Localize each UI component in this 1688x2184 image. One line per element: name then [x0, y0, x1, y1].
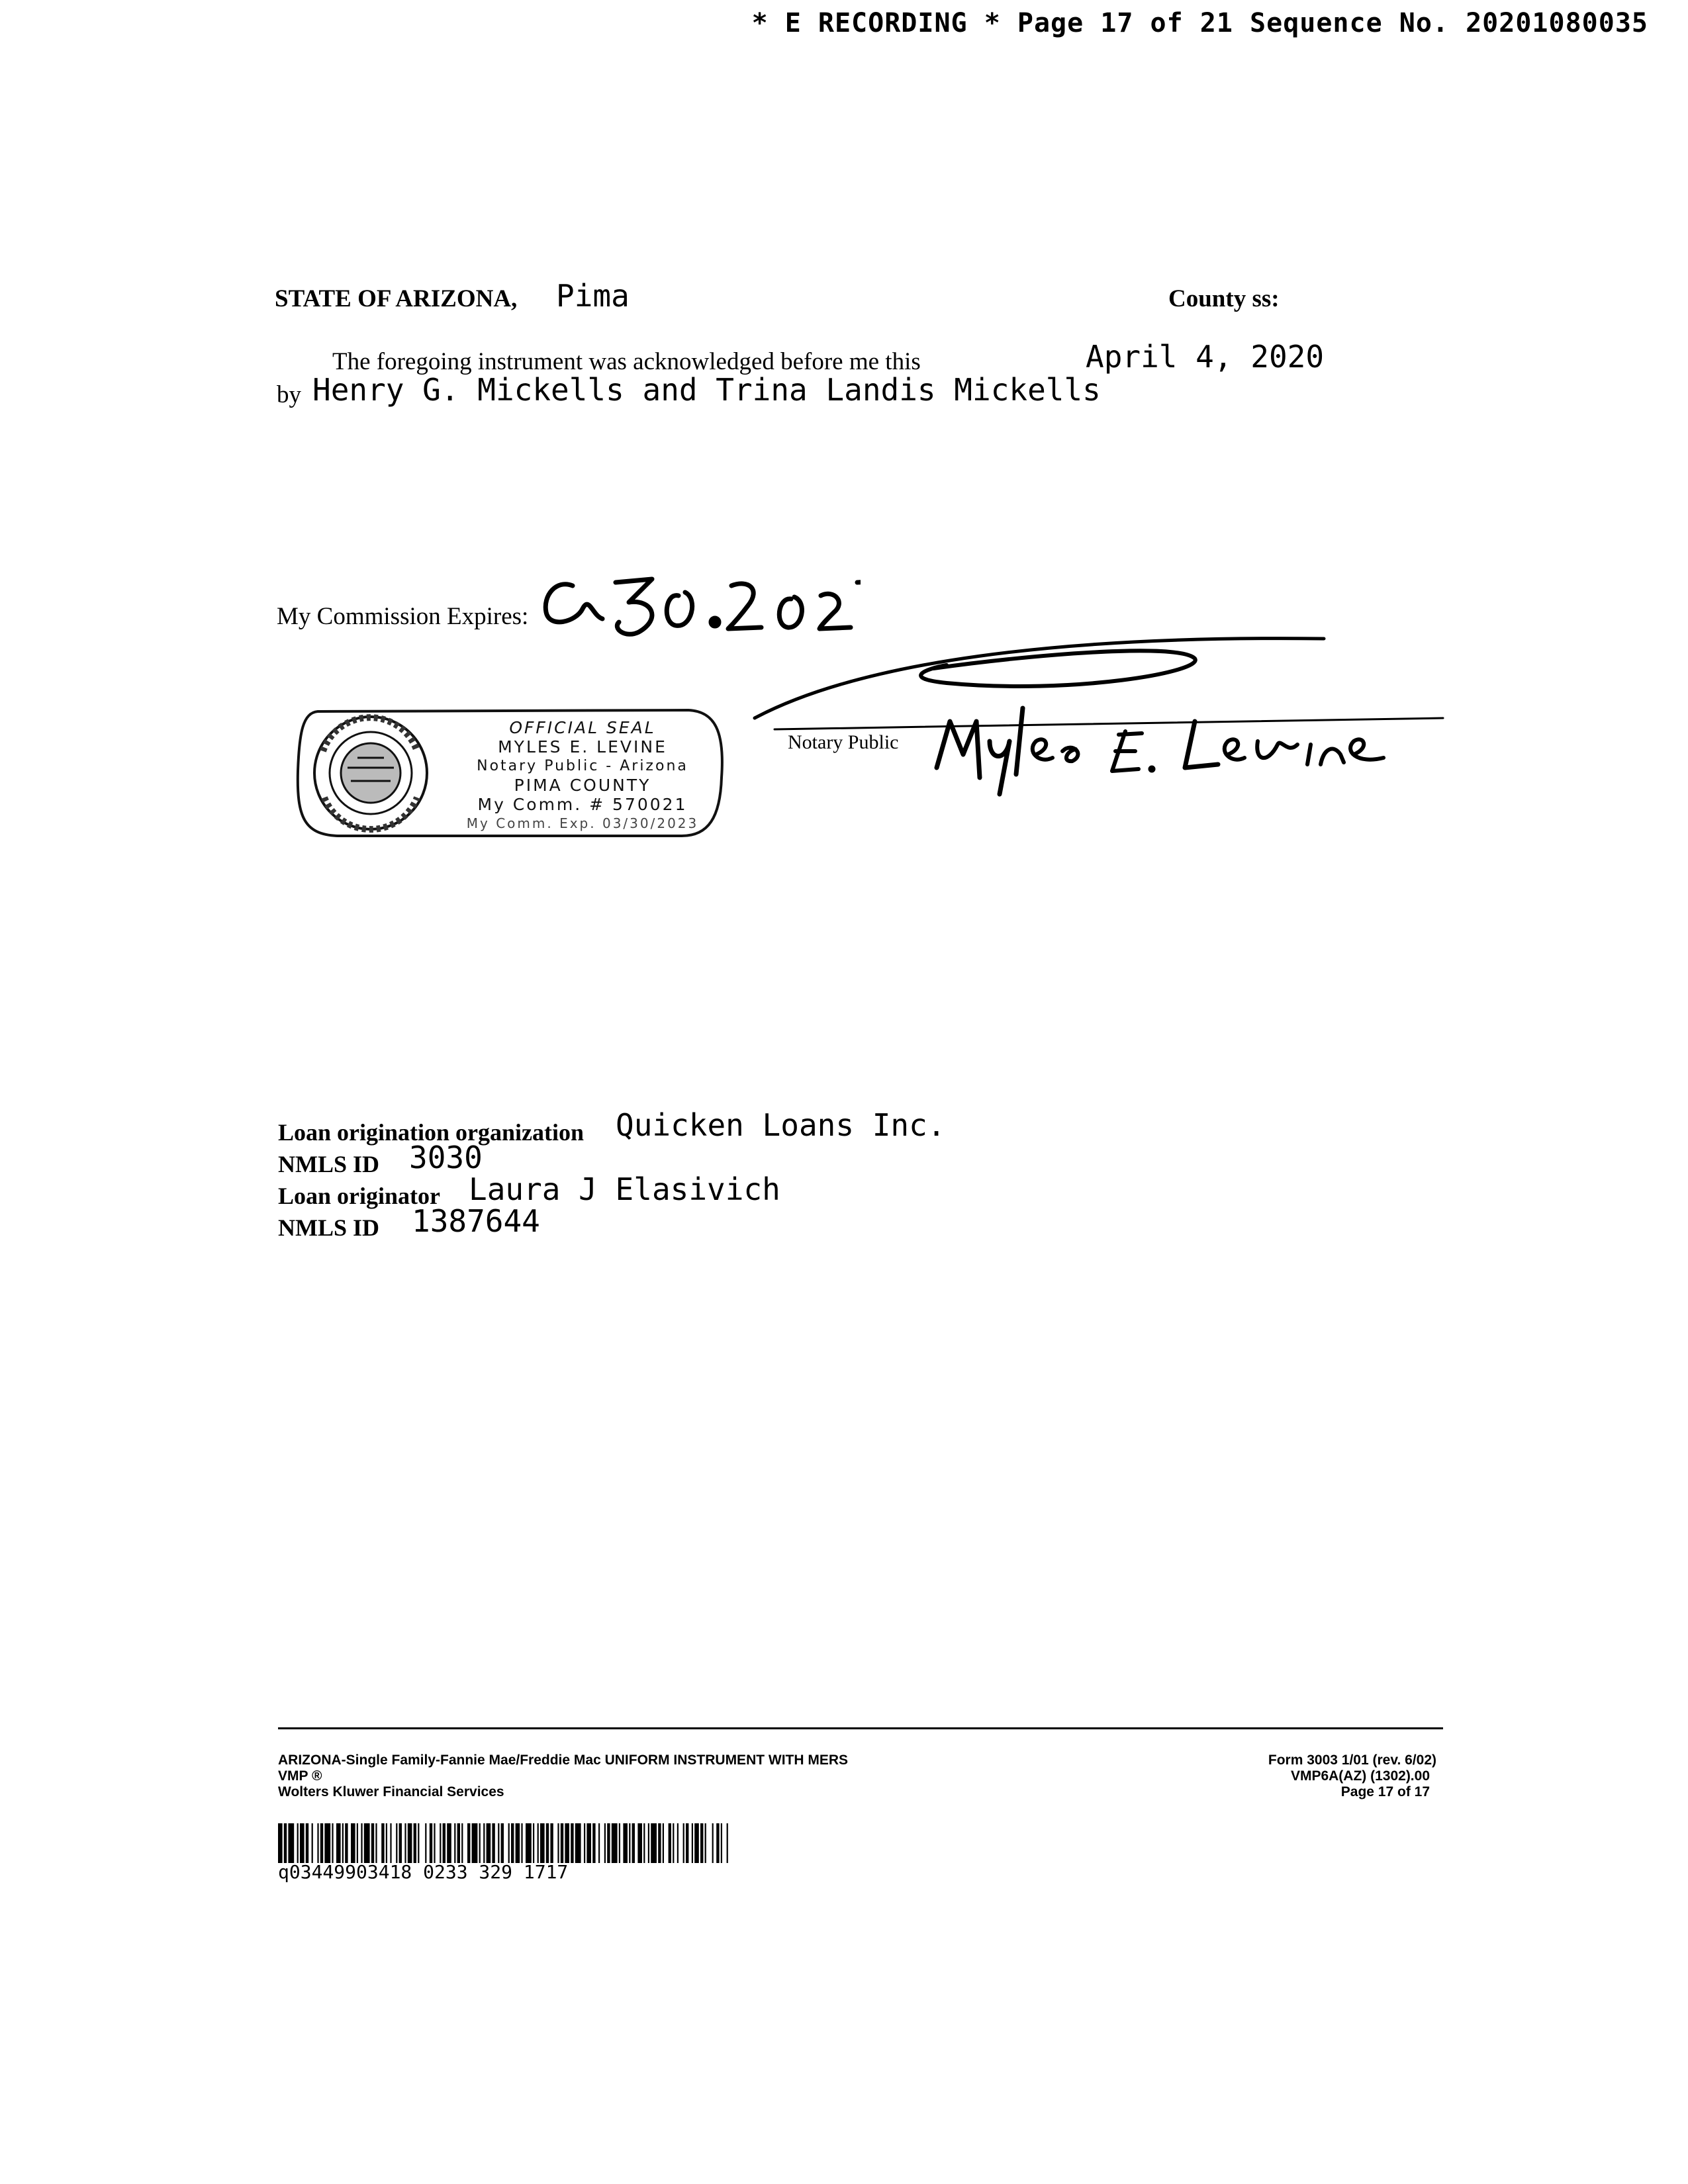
barcode-bar [546, 1823, 549, 1863]
seal-line-title: OFFICIAL SEAL [509, 718, 656, 737]
barcode-bar [598, 1823, 600, 1863]
barcode-bar [629, 1823, 630, 1863]
footer-form-number: Form 3003 1/01 (rev. 6/02) [1268, 1752, 1436, 1768]
barcode-bar [521, 1823, 522, 1863]
barcode-bar [443, 1823, 445, 1863]
barcode-bar [669, 1823, 671, 1863]
barcode-bar [557, 1823, 559, 1863]
barcode-bar [467, 1823, 470, 1863]
barcode-bar [498, 1823, 499, 1863]
barcode-bar [430, 1823, 432, 1863]
barcode-bar [607, 1823, 610, 1863]
barcode-bar [694, 1823, 699, 1863]
signers-names: Henry G. Mickells and Trina Landis Mickells [312, 372, 1101, 408]
barcode-bar [425, 1823, 426, 1863]
barcode-bar [565, 1823, 569, 1863]
barcode-bar [604, 1823, 606, 1863]
barcode-bar [357, 1823, 358, 1863]
barcode-bar [561, 1823, 563, 1863]
acknowledgment-date: April 4, 2020 [1086, 339, 1325, 375]
barcode-bar [364, 1823, 370, 1863]
seal-line-county: PIMA COUNTY [514, 776, 651, 795]
barcode-bar [351, 1823, 355, 1863]
barcode-bar [540, 1823, 545, 1863]
barcode-bar [336, 1823, 341, 1863]
notary-public-label: Notary Public [788, 731, 899, 753]
barcode-bar [487, 1823, 491, 1863]
barcode-bar [663, 1823, 664, 1863]
county-name: Pima [556, 278, 630, 314]
barcode-bar [371, 1823, 374, 1863]
nmls-id-label-originator: NMLS ID [278, 1214, 380, 1241]
seal-line-commission-expiry: My Comm. Exp. 03/30/2023 [466, 815, 699, 831]
barcode-bar [705, 1823, 706, 1863]
barcode-bar [390, 1823, 391, 1863]
nmls-id-value-org: 3030 [409, 1140, 483, 1175]
barcode-bar [692, 1823, 693, 1863]
barcode-bar [516, 1823, 520, 1863]
barcode-bar [375, 1823, 377, 1863]
barcode-bar [619, 1823, 620, 1863]
barcode-bar [511, 1823, 514, 1863]
barcode-bar [324, 1823, 330, 1863]
barcode-bar [658, 1823, 661, 1863]
barcode-bar [632, 1823, 635, 1863]
barcode-bar [673, 1823, 674, 1863]
barcode-bar [332, 1823, 333, 1863]
barcode-bar [300, 1823, 305, 1863]
barcode-bar [526, 1823, 532, 1863]
loan-originator-value: Laura J Elasivich [469, 1171, 780, 1207]
barcode-icon [278, 1823, 735, 1863]
barcode-bar [404, 1823, 406, 1863]
recording-header: * E RECORDING * Page 17 of 21 Sequence No. 20201080035 [751, 8, 1648, 38]
barcode-bar [716, 1823, 719, 1863]
barcode-bar [643, 1823, 645, 1863]
barcode-bar [575, 1823, 581, 1863]
barcode-bar [440, 1823, 441, 1863]
nmls-id-label-org: NMLS ID [278, 1151, 380, 1177]
barcode-bar [677, 1823, 679, 1863]
barcode-bar [381, 1823, 384, 1863]
barcode-bar [686, 1823, 688, 1863]
barcode-bar [399, 1823, 402, 1863]
barcode-bar [492, 1823, 494, 1863]
barcode-bar [278, 1823, 283, 1863]
barcode-bar [447, 1823, 451, 1863]
footer-vmp-code: VMP6A(AZ) (1302).00 [1290, 1768, 1430, 1784]
seal-line-role: Notary Public - Arizona [477, 758, 688, 774]
footer-publisher: Wolters Kluwer Financial Services [278, 1784, 504, 1799]
acknowledgment-statement: The foregoing instrument was acknowledged before me this [332, 348, 921, 375]
barcode-bar [454, 1823, 455, 1863]
barcode-bar [457, 1823, 460, 1863]
barcode-bar [727, 1823, 728, 1863]
notary-signature [728, 622, 1456, 807]
barcode-bar [584, 1823, 585, 1863]
barcode-bar [434, 1823, 435, 1863]
barcode-bar [612, 1823, 618, 1863]
barcode-number: q03449903418 0233 329 1717 [278, 1861, 569, 1883]
barcode-bar [623, 1823, 628, 1863]
barcode-bar [396, 1823, 397, 1863]
loan-org-value: Quicken Loans Inc. [616, 1107, 946, 1143]
barcode-bar [386, 1823, 387, 1863]
barcode-bar [317, 1823, 318, 1863]
nmls-id-value-originator: 1387644 [412, 1203, 540, 1239]
official-seal [291, 705, 728, 841]
barcode-bar [479, 1823, 481, 1863]
footer-form-title: ARIZONA-Single Family-Fannie Mae/Freddie Mac UNIFORM INSTRUMENT WITH MERS [278, 1752, 849, 1768]
barcode-bar [483, 1823, 485, 1863]
barcode-bar [571, 1823, 573, 1863]
loan-originator-label: Loan originator [278, 1183, 441, 1209]
barcode-bar [508, 1823, 510, 1863]
barcode-bar [414, 1823, 416, 1863]
barcode-bar [700, 1823, 703, 1863]
barcode-bar [361, 1823, 362, 1863]
barcode-bar [342, 1823, 344, 1863]
county-label: County ss: [1168, 285, 1280, 312]
barcode-bar [550, 1823, 553, 1863]
seal-line-name: MYLES E. LEVINE [498, 737, 667, 756]
barcode-bar [461, 1823, 463, 1863]
barcode-bar [592, 1823, 595, 1863]
barcode-bar [297, 1823, 299, 1863]
barcode-bar [288, 1823, 294, 1863]
barcode-bar [306, 1823, 308, 1863]
barcode-bar [637, 1823, 642, 1863]
seal-line-commission-number: My Comm. # 570021 [477, 795, 688, 814]
barcode-bar [320, 1823, 323, 1863]
loan-org-label: Loan origination organization [278, 1119, 585, 1146]
barcode-bar [648, 1823, 649, 1863]
barcode-bar [651, 1823, 657, 1863]
barcode-bar [472, 1823, 478, 1863]
barcode-bar [533, 1823, 534, 1863]
barcode-bar [501, 1823, 504, 1863]
barcode-bar [312, 1823, 313, 1863]
barcode-bar [712, 1823, 714, 1863]
barcode-bar [345, 1823, 348, 1863]
barcode-bar [284, 1823, 287, 1863]
barcode-bar [418, 1823, 419, 1863]
barcode-bar [721, 1823, 722, 1863]
footer-divider [278, 1727, 1443, 1729]
barcode-bar [586, 1823, 591, 1863]
state-label: STATE OF ARIZONA, [275, 285, 518, 312]
footer-page-number: Page 17 of 17 [1340, 1784, 1430, 1799]
barcode-bar [538, 1823, 539, 1863]
barcode-bar [408, 1823, 412, 1863]
commission-expires-label: My Commission Expires: [277, 603, 529, 630]
by-label: by [277, 381, 301, 408]
barcode-bar [683, 1823, 684, 1863]
footer-vmp: VMP ® [278, 1768, 322, 1784]
